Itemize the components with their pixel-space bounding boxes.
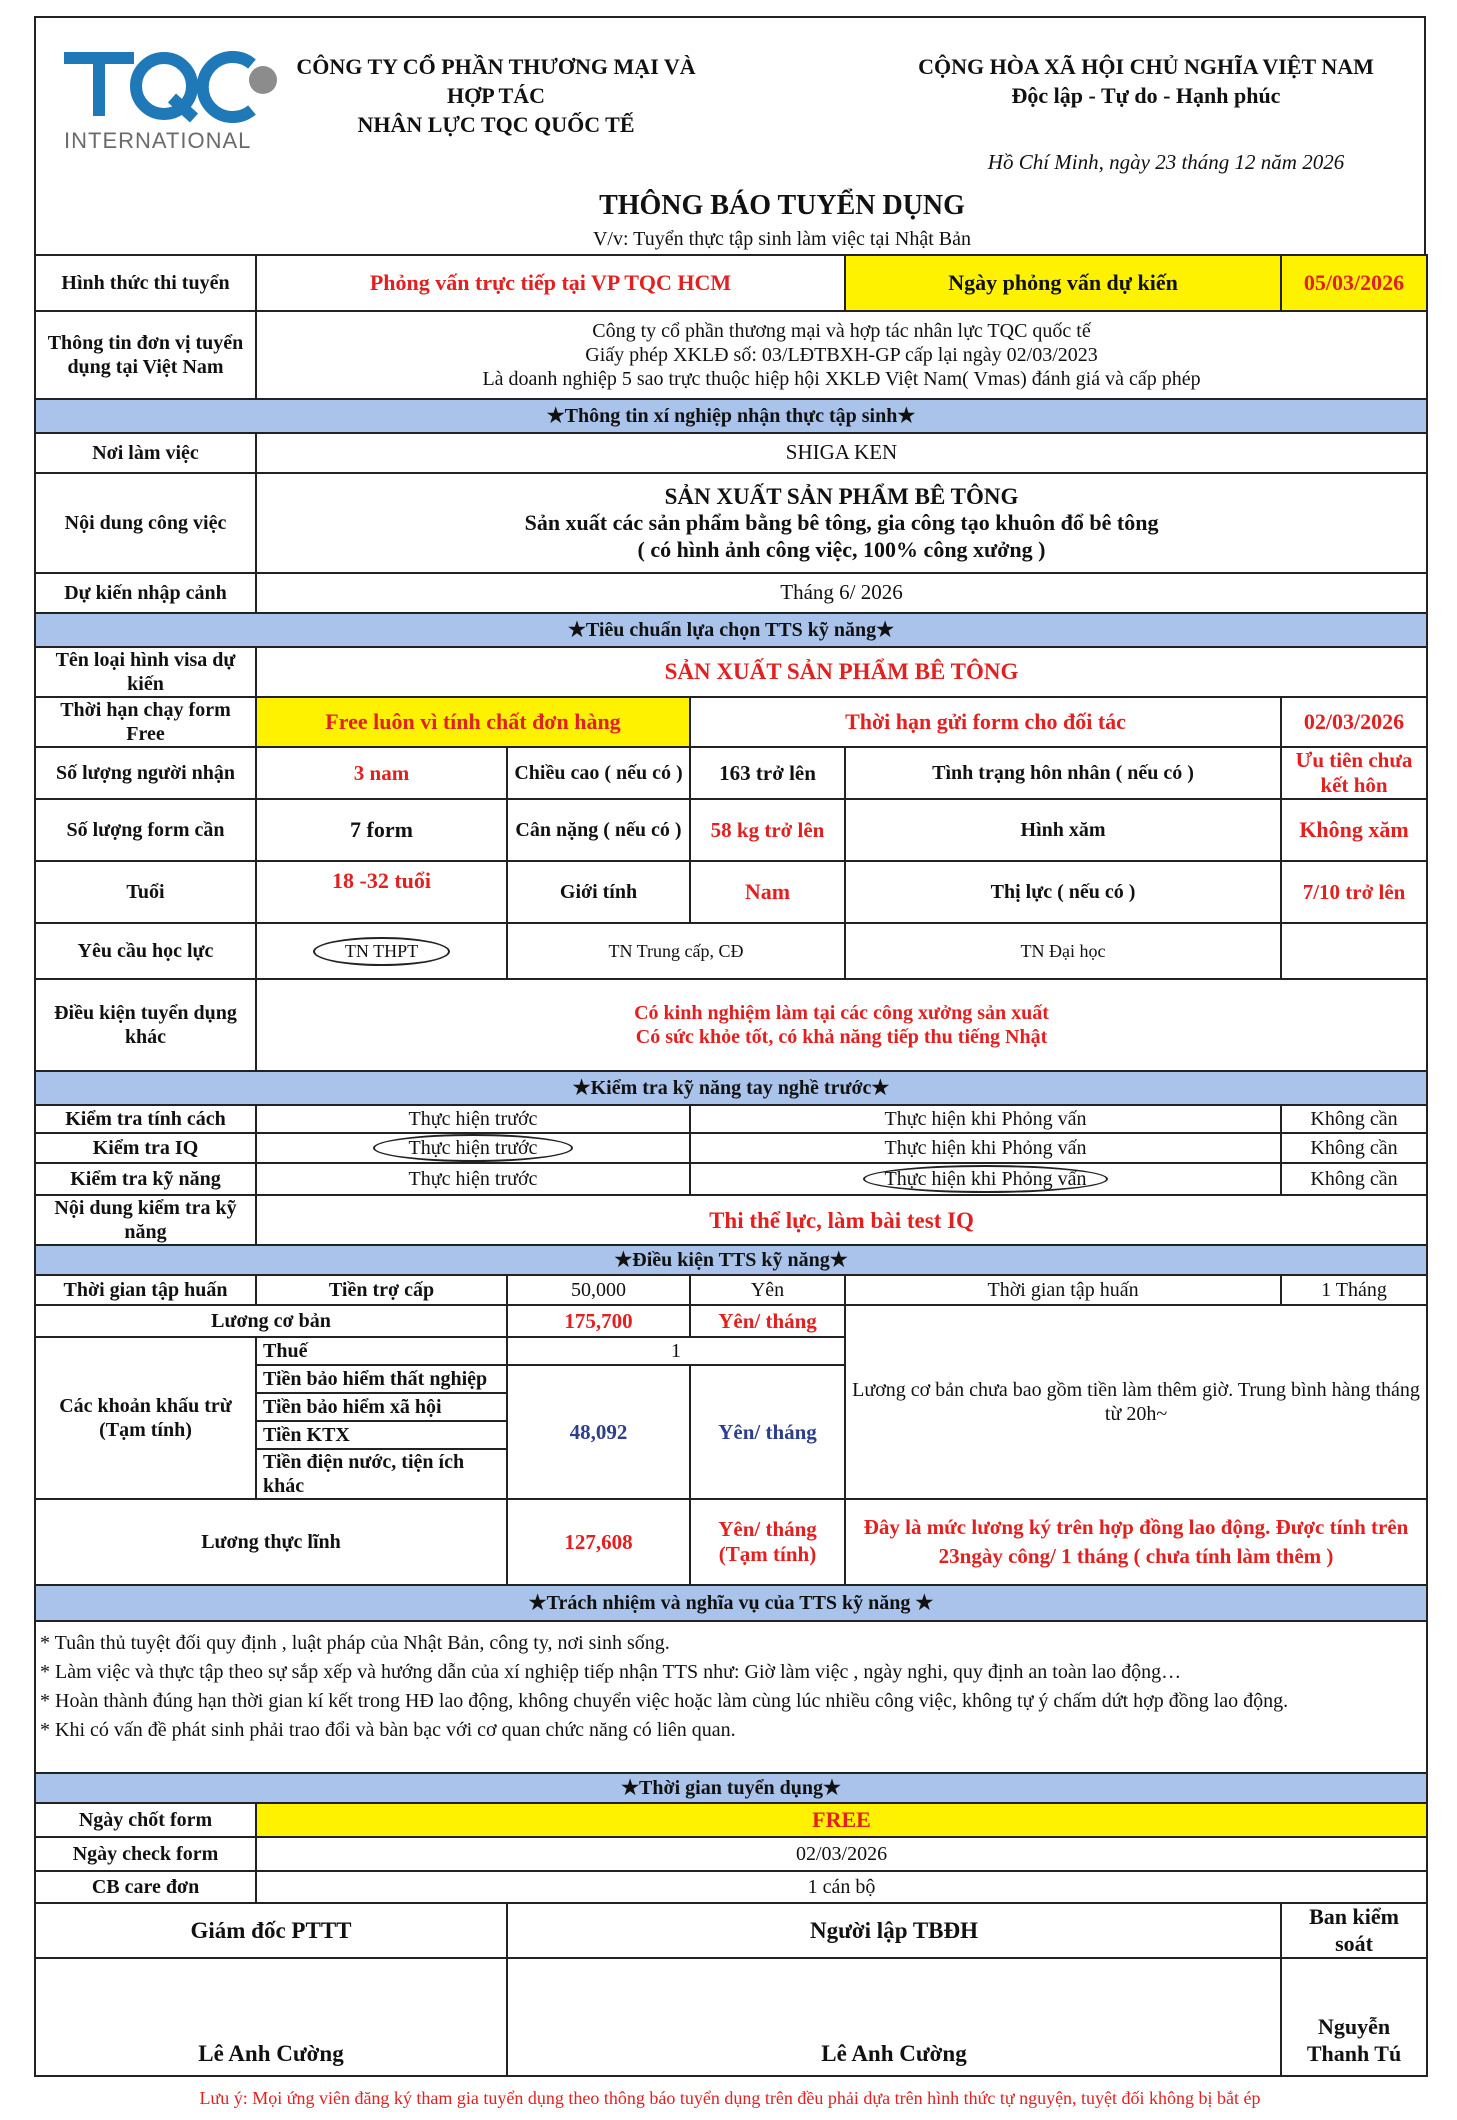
- job-row: [35, 473, 1427, 573]
- unit-line-3: Là doanh nghiệp 5 sao trực thuộc hiệp hội XKLĐ Việt Nam( Vmas) đánh giá và cấp phép: [482, 368, 1201, 390]
- test-option-b: Thực hiện khi Phỏng vấn: [690, 1133, 1281, 1163]
- tax-label: Thuế: [256, 1337, 507, 1365]
- training-time-label: Thời gian tập huấn: [845, 1275, 1281, 1305]
- footer-note: Lưu ý: Mọi ứng viên đăng ký tham gia tuyển dụng theo thông báo tuyển dụng trên đều phải dựa trên hình thức tự nguyện, tuyệt đối không bị bắt ép: [199, 2088, 1261, 2108]
- test-content-value: Thi thể lực, làm bài test IQ: [256, 1195, 1427, 1245]
- signature-roles-row: [35, 1903, 1427, 1958]
- allowance-label: Tiền trợ cấp: [256, 1275, 507, 1305]
- age-row: [35, 861, 1427, 923]
- other-conditions: [256, 979, 1427, 1071]
- visa-row: [35, 647, 1427, 697]
- section-schedule: ★Thời gian tuyển dụng★: [35, 1773, 1427, 1803]
- base-salary-unit: Yên/ tháng: [690, 1305, 845, 1337]
- document-subtitle: V/v: Tuyển thực tập sinh làm việc tại Nhật Bản: [592, 228, 972, 250]
- forms-row: [35, 799, 1427, 861]
- job-desc: Sản xuất các sản phẩm bằng bê tông, gia công tạo khuôn đổ bê tông: [524, 510, 1159, 536]
- vision-label: Thị lực ( nếu có ): [845, 861, 1281, 923]
- forms-value: 7 form: [256, 799, 507, 861]
- marital-label: Tình trạng hôn nhân ( nếu có ): [845, 747, 1281, 799]
- national-motto: [886, 52, 1406, 110]
- care-row: [35, 1871, 1427, 1903]
- weight-value: 58 kg trở lên: [690, 799, 845, 861]
- section-duties: ★Trách nhiệm và nghĩa vụ của TTS kỹ năng ★: [35, 1585, 1427, 1621]
- forms-label: Số lượng form cần: [35, 799, 256, 861]
- check-date-label: Ngày check form: [35, 1837, 256, 1871]
- signature-name-1: Lê Anh Cường: [35, 1958, 507, 2076]
- marital-value: Ưu tiên chưa kết hôn: [1281, 747, 1427, 799]
- job-description: [256, 473, 1427, 573]
- other-line-1: Có kinh nghiệm làm tại các công xưởng sản xuất: [634, 1002, 1049, 1025]
- training-label: Thời gian tập huấn: [35, 1275, 256, 1305]
- signature-name-3: Nguyễn Thanh Tú: [1281, 1958, 1427, 2076]
- visa-label: Tên loại hình visa dự kiến: [35, 647, 256, 697]
- tattoo-label: Hình xăm: [845, 799, 1281, 861]
- education-option-3: TN Đại học: [845, 923, 1281, 979]
- exam-label: Hình thức thi tuyển: [35, 255, 256, 311]
- overtime-note: Lương cơ bản chưa bao gồm tiền làm thêm giờ. Trung bình hàng tháng từ 20h~: [845, 1305, 1427, 1499]
- duty-item: * Làm việc và thực tập theo sự sắp xếp và hướng dẫn của xí nghiệp tiếp nhận TTS như: Giờ làm việc , ngày nghi, quy định an toàn lao động…: [40, 1661, 1182, 1684]
- allowance-unit: Yên: [690, 1275, 845, 1305]
- height-label: Chiều cao ( nếu có ): [507, 747, 690, 799]
- signature-role-1: Giám đốc PTTT: [35, 1903, 507, 1958]
- visa-value: SẢN XUẤT SẢN PHẨM BÊ TÔNG: [256, 647, 1427, 697]
- other-label: Điều kiện tuyển dụng khác: [35, 979, 256, 1071]
- other-line-2: Có sức khỏe tốt, có khả năng tiếp thu tiếng Nhật: [635, 1026, 1048, 1049]
- vision-value: 7/10 trở lên: [1281, 861, 1427, 923]
- unit-info: [256, 311, 1427, 399]
- test-option-b: Thực hiện khi Phỏng vấn: [690, 1105, 1281, 1133]
- company-name: [286, 52, 706, 139]
- nation-line-1: CỘNG HÒA XÃ HỘI CHỦ NGHĨA VIỆT NAM: [918, 54, 1374, 79]
- duties-list: [35, 1621, 1427, 1773]
- company-line-2: NHÂN LỰC TQC QUỐC TẾ: [357, 112, 635, 137]
- test-option-a: Thực hiện trước: [256, 1163, 690, 1195]
- unit-row: [35, 311, 1427, 399]
- quantity-value: 3 nam: [256, 747, 507, 799]
- net-salary-label: Lương thực lĩnh: [35, 1499, 507, 1585]
- base-salary-label: Lương cơ bản: [35, 1305, 507, 1337]
- section-conditions: ★Điều kiện TTS kỹ năng★: [35, 1245, 1427, 1275]
- selection-oval: Thực hiện trước: [373, 1134, 574, 1162]
- close-date-value: FREE: [256, 1803, 1427, 1837]
- age-value: 18 -32 tuổi: [256, 861, 507, 923]
- test-content-row: [35, 1195, 1427, 1245]
- company-logo: [56, 36, 296, 156]
- weight-label: Cân nặng ( nếu có ): [507, 799, 690, 861]
- test-option-b: [690, 1163, 1281, 1195]
- height-value: 163 trở lên: [690, 747, 845, 799]
- base-salary-value: 175,700: [507, 1305, 690, 1337]
- training-time-value: 1 Tháng: [1281, 1275, 1427, 1305]
- net-salary-unit: [690, 1499, 845, 1585]
- utilities-label: Tiền điện nước, tiện ích khác: [256, 1449, 507, 1499]
- workplace-row: [35, 433, 1427, 473]
- selection-oval: Thực hiện khi Phỏng vấn: [863, 1165, 1109, 1193]
- duties-row: [35, 1621, 1427, 1773]
- form-deadline-label: Thời hạn chạy form Free: [35, 697, 256, 747]
- education-option-1: [256, 923, 507, 979]
- net-salary-row: [35, 1499, 1427, 1585]
- check-date-row: [35, 1837, 1427, 1871]
- form-row: [35, 697, 1427, 747]
- close-date-label: Ngày chốt form: [35, 1803, 256, 1837]
- quantity-label: Số lượng người nhận: [35, 747, 256, 799]
- test-option-a: Thực hiện trước: [256, 1105, 690, 1133]
- section-company: ★Thông tin xí nghiệp nhận thực tập sinh★: [35, 399, 1427, 433]
- education-empty: [1281, 923, 1427, 979]
- tax-value: 1: [507, 1337, 845, 1365]
- test-option-c: Không cần: [1281, 1105, 1427, 1133]
- nation-line-2: Độc lập - Tự do - Hạnh phúc: [1011, 83, 1281, 108]
- duty-item: * Hoàn thành đúng hạn thời gian kí kết trong HĐ lao động, không chuyển việc hoặc làm cùng lúc nhiều công việc, không tự ý chấm dứt hợp đồng lao động.: [40, 1690, 1289, 1713]
- send-deadline-label: Thời hạn gửi form cho đối tác: [690, 697, 1281, 747]
- job-label: Nội dung công việc: [35, 473, 256, 573]
- social-insurance-label: Tiền bảo hiểm xã hội: [256, 1393, 507, 1421]
- education-option-2: TN Trung cấp, CĐ: [507, 923, 845, 979]
- education-label: Yêu cầu học lực: [35, 923, 256, 979]
- entry-row: [35, 573, 1427, 613]
- section-skill-test: ★Kiểm tra kỹ năng tay nghề trước★: [35, 1071, 1427, 1105]
- test-label: Kiểm tra kỹ năng: [35, 1163, 256, 1195]
- recruitment-table: [34, 254, 1428, 2077]
- document-date: Hồ Chí Minh, ngày 23 tháng 12 năm 2026: [987, 150, 1345, 174]
- section-criteria: ★Tiêu chuẩn lựa chọn TTS kỹ năng★: [35, 613, 1427, 647]
- duty-item: * Tuân thủ tuyệt đối quy định , luật pháp của Nhật Bản, công ty, nơi sinh sống.: [40, 1632, 670, 1655]
- test-option-c: Không cần: [1281, 1163, 1427, 1195]
- deductions-label: Các khoản khấu trừ (Tạm tính): [35, 1337, 256, 1499]
- signature-role-3: Ban kiểm soát: [1281, 1903, 1427, 1958]
- deductions-value: 48,092: [507, 1365, 690, 1499]
- gender-label: Giới tính: [507, 861, 690, 923]
- test-label: Kiểm tra tính cách: [35, 1105, 256, 1133]
- net-salary-note: Đây là mức lương ký trên hợp đồng lao động. Được tính trên 23ngày công/ 1 tháng ( chưa tính làm thêm ): [845, 1499, 1427, 1585]
- test-option-a: [256, 1133, 690, 1163]
- allowance-value: 50,000: [507, 1275, 690, 1305]
- company-line-1: CÔNG TY CỔ PHẦN THƯƠNG MẠI VÀ HỢP TÁC: [296, 54, 696, 108]
- care-label: CB care đơn: [35, 1871, 256, 1903]
- net-salary-value: 127,608: [507, 1499, 690, 1585]
- test-content-label: Nội dung kiểm tra kỹ năng: [35, 1195, 256, 1245]
- gender-value: Nam: [690, 861, 845, 923]
- form-deadline-value: Free luôn vì tính chất đơn hàng: [256, 697, 690, 747]
- unemployment-insurance-label: Tiền bảo hiểm thất nghiệp: [256, 1365, 507, 1393]
- entry-label: Dự kiến nhập cảnh: [35, 573, 256, 613]
- exam-row: [35, 255, 1427, 311]
- unit-line-2: Giấy phép XKLĐ số: 03/LĐTBXH-GP cấp lại ngày 02/03/2023: [585, 344, 1098, 366]
- interview-date-value: 05/03/2026: [1281, 255, 1427, 311]
- test-row: [35, 1163, 1427, 1195]
- duty-item: * Khi có vấn đề phát sinh phải trao đổi và bàn bạc với cơ quan chức năng có liên quan.: [40, 1719, 736, 1742]
- age-label: Tuổi: [35, 861, 256, 923]
- selection-oval: TN THPT: [313, 937, 450, 967]
- test-option-c: Không cần: [1281, 1133, 1427, 1163]
- logo-subtext: INTERNATIONAL: [64, 128, 252, 153]
- entry-value: Tháng 6/ 2026: [256, 573, 1427, 613]
- test-row: [35, 1133, 1427, 1163]
- job-title: SẢN XUẤT SẢN PHẨM BÊ TÔNG: [664, 483, 1019, 509]
- unit-label: Thông tin đơn vị tuyển dụng tại Việt Nam: [35, 311, 256, 399]
- interview-date-label: Ngày phỏng vấn dự kiến: [845, 255, 1281, 311]
- signature-role-2: Người lập TBĐH: [507, 1903, 1281, 1958]
- document-header: [34, 16, 1426, 254]
- other-row: [35, 979, 1427, 1071]
- workplace-value: SHIGA KEN: [256, 433, 1427, 473]
- test-label: Kiểm tra IQ: [35, 1133, 256, 1163]
- close-date-row: [35, 1803, 1427, 1837]
- quantity-row: [35, 747, 1427, 799]
- base-salary-row: [35, 1305, 1427, 1337]
- exam-value: Phỏng vấn trực tiếp tại VP TQC HCM: [256, 255, 845, 311]
- net-salary-unit-2: (Tạm tính): [718, 1542, 817, 1567]
- document-title: THÔNG BÁO TUYỂN DỤNG: [599, 190, 965, 221]
- signature-names-row: [35, 1958, 1427, 2076]
- check-date-value: 02/03/2026: [256, 1837, 1427, 1871]
- unit-line-1: Công ty cổ phần thương mại và hợp tác nhân lực TQC quốc tế: [592, 320, 1091, 342]
- signature-name-2: Lê Anh Cường: [507, 1958, 1281, 2076]
- education-row: [35, 923, 1427, 979]
- deductions-unit: Yên/ tháng: [690, 1365, 845, 1499]
- send-deadline-value: 02/03/2026: [1281, 697, 1427, 747]
- job-note: ( có hình ảnh công việc, 100% công xưởng ): [637, 536, 1046, 562]
- test-row: [35, 1105, 1427, 1133]
- care-value: 1 cán bộ: [256, 1871, 1427, 1903]
- dormitory-label: Tiền KTX: [256, 1421, 507, 1449]
- net-salary-unit-1: Yên/ tháng: [718, 1517, 817, 1542]
- training-row: [35, 1275, 1427, 1305]
- tattoo-value: Không xăm: [1281, 799, 1427, 861]
- workplace-label: Nơi làm việc: [35, 433, 256, 473]
